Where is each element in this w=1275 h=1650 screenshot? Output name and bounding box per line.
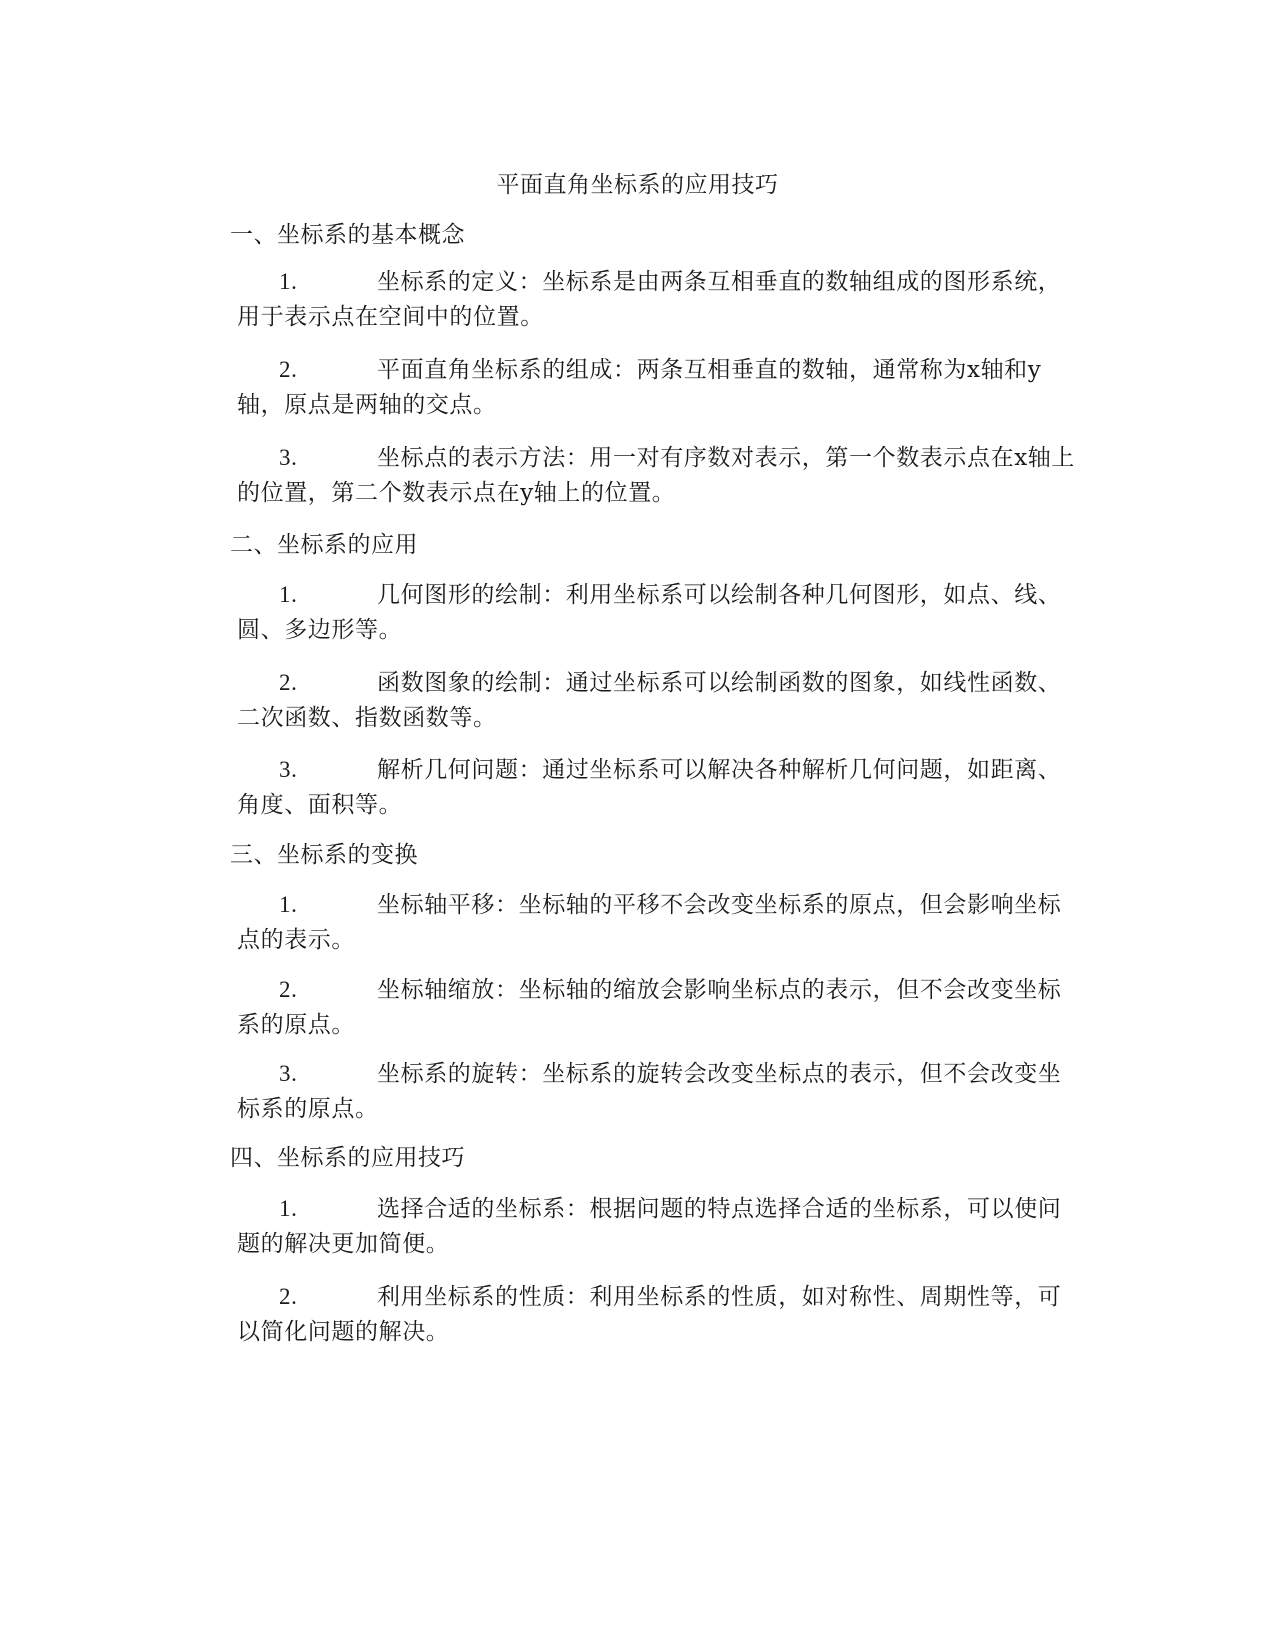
list-item [237, 887, 1082, 958]
list-item [237, 972, 1082, 1043]
list-item-number: 1. [279, 582, 298, 607]
list-item-text: 平面直角坐标系的组成：两条互相垂直的数轴，通常称为x轴和y轴，原点是两轴的交点。 [237, 357, 1042, 418]
list-item [237, 577, 1082, 648]
list-item-number: 3. [279, 757, 298, 782]
section-heading-1: 一、坐标系的基本概念 [230, 222, 465, 248]
list-item-text: 坐标系的旋转：坐标系的旋转会改变坐标点的表示，但不会改变坐标系的原点。 [237, 1061, 1062, 1122]
list-item-number: 3. [279, 1061, 298, 1086]
list-item [237, 352, 1082, 423]
list-item-text: 坐标轴平移：坐标轴的平移不会改变坐标系的原点，但会影响坐标点的表示。 [237, 892, 1062, 953]
section-heading-3: 三、坐标系的变换 [230, 842, 418, 868]
list-item-number: 2. [279, 670, 298, 695]
list-item [237, 1279, 1082, 1350]
list-item-text: 坐标点的表示方法：用一对有序数对表示，第一个数表示点在x轴上的位置，第二个数表示点在y轴上的位置。 [237, 445, 1075, 506]
section-heading-2: 二、坐标系的应用 [230, 532, 418, 558]
list-item-text: 几何图形的绘制：利用坐标系可以绘制各种几何图形，如点、线、圆、多边形等。 [237, 582, 1062, 643]
list-item-text: 解析几何问题：通过坐标系可以解决各种解析几何问题，如距离、角度、面积等。 [237, 757, 1062, 818]
list-item [237, 1056, 1082, 1127]
list-item-text: 函数图象的绘制：通过坐标系可以绘制函数的图象，如线性函数、二次函数、指数函数等。 [237, 670, 1062, 731]
list-item-number: 1. [279, 1196, 298, 1221]
list-item-text: 坐标轴缩放：坐标轴的缩放会影响坐标点的表示，但不会改变坐标系的原点。 [237, 977, 1062, 1038]
list-item-text: 利用坐标系的性质：利用坐标系的性质，如对称性、周期性等，可以简化问题的解决。 [237, 1284, 1062, 1345]
list-item [237, 1191, 1082, 1262]
section-heading-4: 四、坐标系的应用技巧 [230, 1145, 465, 1171]
document-title: 平面直角坐标系的应用技巧 [496, 172, 779, 198]
list-item [237, 752, 1082, 823]
list-item-number: 1. [279, 269, 298, 294]
list-item [237, 665, 1082, 736]
list-item-number: 2. [279, 357, 298, 382]
list-item-text: 选择合适的坐标系：根据问题的特点选择合适的坐标系，可以使问题的解决更加简便。 [237, 1196, 1062, 1257]
list-item-text: 坐标系的定义：坐标系是由两条互相垂直的数轴组成的图形系统，用于表示点在空间中的位置。 [237, 269, 1062, 330]
list-item-number: 2. [279, 977, 298, 1002]
list-item [237, 264, 1082, 335]
list-item [237, 440, 1082, 511]
list-item-number: 1. [279, 892, 298, 917]
list-item-number: 3. [279, 445, 298, 470]
list-item-number: 2. [279, 1284, 298, 1309]
